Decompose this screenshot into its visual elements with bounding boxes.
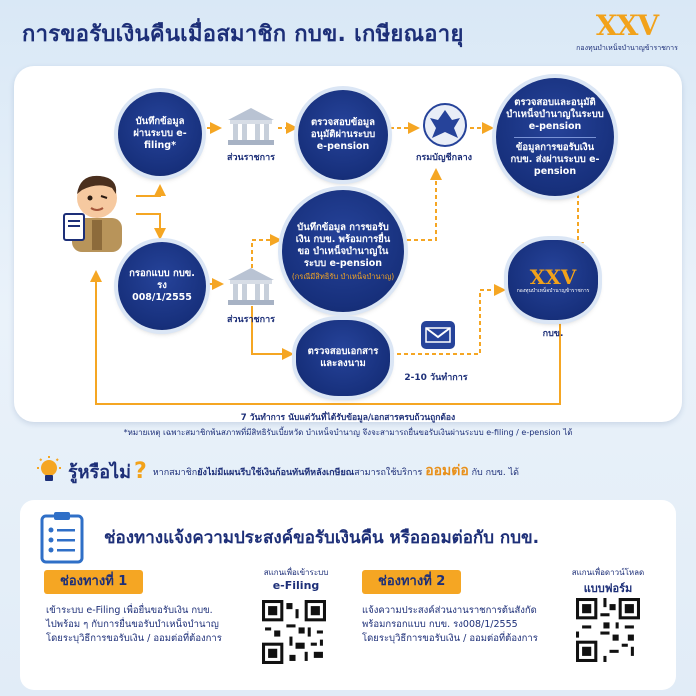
channel-2-body xyxy=(362,604,582,646)
doc-check-circle xyxy=(296,320,390,396)
approve-divider xyxy=(514,137,596,138)
tip-text-c: สามารถใช้บริการ xyxy=(354,468,423,478)
doc-check-text: ตรวจสอบเอกสาร และลงนาม xyxy=(307,346,379,369)
did-you-know-title: รู้หรือไม่ xyxy=(68,461,131,483)
days-label: 2-10 วันทำการ xyxy=(404,373,468,383)
channel-1-line-3: โดยระบุวิธีการขอรับเงิน / ออมต่อที่ต้องการ xyxy=(46,633,222,644)
mail-icon xyxy=(420,320,456,350)
gpf-logo-mark: XXV xyxy=(529,264,577,289)
channel-1-qr-caption xyxy=(254,566,338,592)
epension-check-circle xyxy=(298,90,388,180)
record-gpf-note: (กรณีมีสิทธิรับ บำเหน็จบำนาญ) xyxy=(291,271,395,281)
channel-1-qr-caption-text: สแกนเพื่อเข้าระบบ xyxy=(263,568,329,577)
clipboard-icon xyxy=(40,510,84,564)
cgd-label: กรมบัญชีกลาง xyxy=(415,153,473,163)
efiling-qr-code[interactable] xyxy=(262,600,326,664)
agency-top-label: ส่วนราชการ xyxy=(226,153,276,163)
channel-2-qr-caption-text: สแกนเพื่อดาวน์โหลด xyxy=(571,568,645,577)
brand-mark: XXV xyxy=(595,9,659,42)
channel-2-line-3: โดยระบุวิธีการขอรับเงิน / ออมต่อที่ต้องการ xyxy=(362,633,538,644)
did-you-know-row xyxy=(34,456,684,486)
epension-check-text: ตรวจสอบข้อมูล อนุมัติผ่านระบบ e-pension xyxy=(310,117,376,152)
agency-bottom-label: ส่วนราชการ xyxy=(226,315,276,325)
government-building-bottom-icon xyxy=(224,266,278,306)
channel-1-line-2: ไปพร้อม ๆ กับการยื่นขอรับบำเหน็จบำนาญ xyxy=(46,619,219,630)
efiling-text: บันทึกข้อมูล ผ่านระบบ e-filing* xyxy=(133,116,187,151)
efiling-circle xyxy=(118,92,202,176)
tip-text-b: ยังไม่มีแผนรีบใช้เงินก้อนทันทีหลังเกษียณ xyxy=(197,468,355,478)
lightbulb-icon xyxy=(34,456,64,486)
form-download-qr-code[interactable] xyxy=(576,598,640,662)
channel-1-body xyxy=(46,604,266,646)
channel-1-heading: ช่องทางที่ 1 xyxy=(44,570,143,594)
approve-text-2: ข้อมูลการขอรับเงิน กบข. ส่งผ่านระบบ e-pension xyxy=(510,141,600,177)
brand-logo xyxy=(572,9,682,60)
garuda-emblem-icon xyxy=(422,102,468,148)
government-building-icon xyxy=(224,106,278,146)
gpf-circle xyxy=(508,240,598,320)
footnote: *หมายเหตุ เฉพาะสมาชิกพ้นสภาพที่มีสิทธิรับเบี้ยหวัด บำเหน็จบำนาญ จึงจะสามารถยื่นขอรับเงินผ่านระบบ e-filing / e-pension ได้ xyxy=(123,428,573,437)
channel-2-line-2: พร้อมกรอกแบบ กบข. รง008/1/2555 xyxy=(362,619,518,630)
record-gpf-circle xyxy=(282,190,404,312)
officer-illustration xyxy=(58,168,136,252)
channel-1-qr-title: e-Filing xyxy=(272,579,320,592)
channel-2-qr-caption xyxy=(556,566,660,597)
question-mark: ? xyxy=(133,458,147,484)
gpf-logo-sub: กองทุนบำเหน็จบำนาญข้าราชการ xyxy=(516,287,590,294)
channels-title: ช่องทางแจ้งความประสงค์ขอรับเงินคืน หรือออมต่อกับ กบข. xyxy=(104,528,540,548)
tip-text-d: กับ กบข. ได้ xyxy=(468,468,520,478)
channel-2-heading: ช่องทางที่ 2 xyxy=(362,570,461,594)
tip-text-a: หากสมาชิก xyxy=(152,468,198,478)
page-title: การขอรับเงินคืนเมื่อสมาชิก กบข. เกษียณอายุ xyxy=(22,22,464,47)
approve-text: ตรวจสอบและอนุมัติ บำเหน็จบำนาญในระบบ e-pension xyxy=(506,96,604,132)
brand-subtitle: กองทุนบำเหน็จบำนาญข้าราชการ xyxy=(576,44,678,52)
approve-circle xyxy=(496,78,614,196)
record-gpf-text: บันทึกข้อมูล การขอรับเงิน กบข. พร้อมการยื่นขอ บำเหน็จบำนาญในระบบ e-pension xyxy=(295,221,391,269)
did-you-know-text xyxy=(153,460,519,482)
days-note: 7 วันทำการ นับแต่วันที่ได้รับข้อมูล/เอกสารครบถ้วนถูกต้อง xyxy=(240,413,456,423)
channel-2-qr-title: แบบฟอร์ม xyxy=(583,582,633,595)
tip-service-name: ออมต่อ xyxy=(425,463,469,479)
channel-1-line-1: เข้าระบบ e-Filing เพื่อยื่นขอรับเงิน กบข. xyxy=(46,605,213,616)
form-circle xyxy=(118,242,206,330)
channel-2-line-1: แจ้งความประสงค์ส่วนงานราชการต้นสังกัด xyxy=(362,605,537,616)
form-text: กรอกแบบ กบข. รง 008/1/2555 xyxy=(129,268,195,303)
gpf-label: กบข. xyxy=(542,329,564,339)
